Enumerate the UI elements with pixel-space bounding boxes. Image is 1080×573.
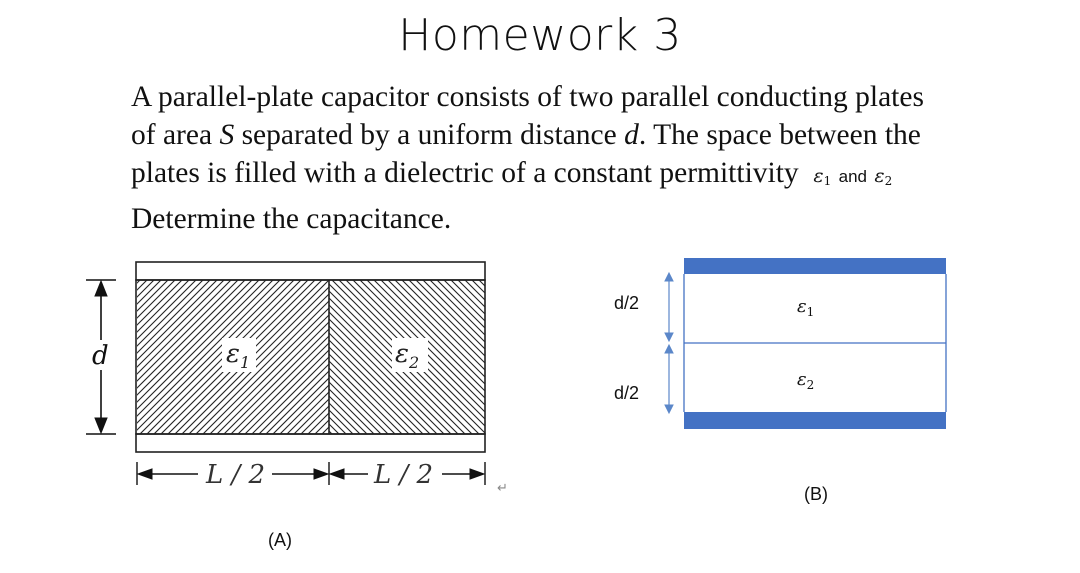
hatch-line bbox=[689, 280, 843, 434]
hatch-line bbox=[434, 280, 588, 434]
figure-b-upper-arrow bbox=[665, 273, 673, 341]
hatch-line bbox=[413, 280, 567, 434]
and-word: and bbox=[838, 167, 867, 186]
hatch-line bbox=[311, 280, 465, 434]
slide-title: Homework 3 bbox=[398, 10, 682, 61]
problem-line-2-pre: of area bbox=[131, 119, 220, 151]
figure-b-lower-arrow bbox=[665, 345, 673, 413]
problem-line-4: Determine the capacitance. bbox=[131, 203, 452, 235]
hatch-line bbox=[476, 280, 630, 434]
hatch-line bbox=[49, 280, 203, 434]
problem-line-3-text: plates is filled with a dielectric of a constant permittivity bbox=[131, 157, 799, 189]
hatch-line bbox=[444, 280, 598, 434]
hatch-line bbox=[532, 280, 686, 434]
figure-a-bottom-plate bbox=[136, 434, 485, 452]
hatch-line bbox=[437, 280, 591, 434]
hatch-line bbox=[430, 280, 584, 434]
hatch-line bbox=[619, 280, 773, 434]
hatch-line bbox=[0, 280, 133, 434]
hatch-line bbox=[182, 280, 336, 434]
figure-b-bottom-plate bbox=[684, 412, 946, 429]
hatch-line bbox=[353, 280, 507, 434]
figure-a-L-right-label: L / 2 bbox=[374, 460, 434, 490]
hatch-line bbox=[518, 280, 672, 434]
figure-b-caption: (B) bbox=[804, 484, 828, 504]
problem-line-2-mid: separated by a uniform distance bbox=[234, 119, 625, 151]
hatch-line bbox=[0, 280, 140, 434]
hatch-line bbox=[357, 280, 511, 434]
hatch-line bbox=[563, 280, 717, 434]
hatch-line bbox=[465, 280, 619, 434]
figure-b-d-top-label: d/2 bbox=[614, 293, 640, 313]
hatch-line bbox=[469, 280, 623, 434]
hatch-line bbox=[458, 280, 612, 434]
hatch-line bbox=[528, 280, 682, 434]
hatch-line bbox=[0, 280, 105, 434]
figure-a-eps1-label: $\varepsilon_1$ bbox=[226, 339, 251, 372]
problem-line-1: A parallel-plate capacitor consists of two parallel conducting plates bbox=[131, 81, 924, 113]
hatch-line bbox=[584, 280, 738, 434]
hatch-line bbox=[525, 280, 679, 434]
problem-line-2-post: . The space between the bbox=[638, 119, 921, 151]
hatch-line bbox=[717, 280, 871, 434]
hatch-line bbox=[696, 280, 850, 434]
hatch-line bbox=[416, 280, 570, 434]
epsilon-2-symbol: ε bbox=[874, 165, 885, 187]
area-symbol: S bbox=[219, 119, 235, 151]
hatch-line bbox=[703, 280, 857, 434]
hatch-line bbox=[472, 280, 626, 434]
hatch-line bbox=[409, 280, 563, 434]
hatch-line bbox=[479, 280, 633, 434]
hatch-line bbox=[360, 280, 514, 434]
hatch-line bbox=[91, 280, 245, 434]
hatch-line bbox=[35, 280, 189, 434]
hatch-line bbox=[56, 280, 210, 434]
hatch-line bbox=[196, 280, 350, 434]
figure-a-L-left-label: L / 2 bbox=[206, 460, 266, 490]
hatch-line bbox=[448, 280, 602, 434]
hatch-line bbox=[0, 280, 91, 434]
hatch-line bbox=[420, 280, 574, 434]
hatch-line bbox=[626, 280, 780, 434]
hatch-line bbox=[514, 280, 668, 434]
hatch-line bbox=[710, 280, 864, 434]
hatch-line bbox=[455, 280, 609, 434]
epsilon-2-sub: 2 bbox=[884, 174, 893, 188]
figure-b-eps1-label: $\varepsilon_1$ bbox=[797, 296, 815, 319]
hatch-line bbox=[0, 280, 154, 434]
hatch-line bbox=[511, 280, 665, 434]
hatch-line bbox=[427, 280, 581, 434]
hatch-line bbox=[63, 280, 217, 434]
hatch-line bbox=[133, 280, 287, 434]
hatch-line bbox=[654, 280, 808, 434]
hatch-line bbox=[521, 280, 675, 434]
hatch-line bbox=[367, 280, 521, 434]
hatch-line bbox=[640, 280, 794, 434]
hatch-line bbox=[14, 280, 168, 434]
hatch-line bbox=[126, 280, 280, 434]
figure-a-d-label: d bbox=[92, 341, 109, 371]
hatch-line bbox=[406, 280, 560, 434]
distance-symbol: d bbox=[624, 119, 639, 151]
hatch-line bbox=[7, 280, 161, 434]
hatch-line bbox=[577, 280, 731, 434]
figure-a-return-mark: ↵ bbox=[497, 481, 508, 496]
hatch-line bbox=[364, 280, 518, 434]
figure-a-caption: (A) bbox=[268, 530, 292, 550]
figure-b-d-bottom-label: d/2 bbox=[614, 383, 640, 403]
epsilon-1-sub: 1 bbox=[823, 174, 832, 188]
hatch-line bbox=[451, 280, 605, 434]
hatch-line bbox=[423, 280, 577, 434]
figure-b-eps2-label: $\varepsilon_2$ bbox=[797, 369, 815, 392]
hatch-line bbox=[441, 280, 595, 434]
hatch-line bbox=[633, 280, 787, 434]
hatch-line bbox=[140, 280, 294, 434]
hatch-line bbox=[0, 280, 147, 434]
hatch-line bbox=[189, 280, 343, 434]
epsilon-1-symbol: ε bbox=[813, 165, 824, 187]
hatch-line bbox=[42, 280, 196, 434]
hatch-line bbox=[570, 280, 724, 434]
figure-b-top-plate bbox=[684, 258, 946, 274]
figure-a-top-plate bbox=[136, 262, 485, 280]
hatch-line bbox=[535, 280, 689, 434]
hatch-line bbox=[682, 280, 836, 434]
hatch-line bbox=[0, 280, 98, 434]
figure-a-eps2-label: $\varepsilon_2$ bbox=[395, 339, 420, 372]
